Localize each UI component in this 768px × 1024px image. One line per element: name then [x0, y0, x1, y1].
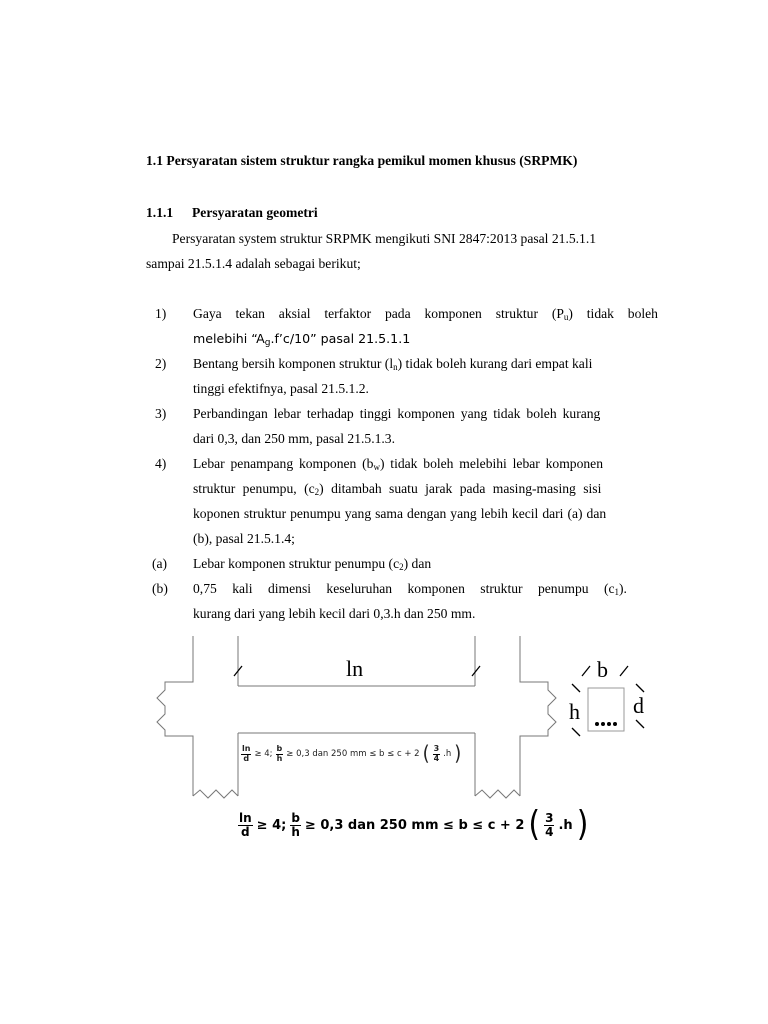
- word: terfaktor: [324, 306, 372, 321]
- item-a-number: (a): [152, 556, 168, 571]
- word: komponen: [424, 306, 482, 321]
- span-tick-right: [472, 666, 480, 676]
- word: pada: [384, 306, 411, 321]
- item-b-line-2: kurang dari yang lebih kecil dari 0,3.h dan 250 mm.: [193, 606, 476, 621]
- item-2-line-2: tinggi efektifnya, pasal 21.5.1.2.: [193, 381, 369, 396]
- b-over-h: $\frac{b}{h}$: [291, 810, 300, 839]
- rebar: [613, 722, 617, 726]
- rebar: [595, 722, 599, 726]
- b-tick-left: [582, 666, 590, 676]
- h-tick-bottom: [572, 728, 580, 736]
- item-3-number: 3): [155, 406, 167, 421]
- left-column-outline: [157, 636, 193, 796]
- item-4-line-4: (b), pasal 21.5.1.4;: [193, 531, 295, 546]
- beam-section: [588, 688, 624, 731]
- item-b-line-1: 0,75 kali dimensi keseluruhan komponen struktur penumpu $(c_1)$.: [193, 581, 627, 597]
- rebar-dots: [595, 722, 617, 726]
- subsection-title: Persyaratan geometri: [192, 205, 318, 220]
- item-b-number: (b): [152, 581, 168, 596]
- subsection-number: 1.1.1: [146, 205, 174, 220]
- ln-over-d: $\frac{\ln}{d}$: [242, 744, 251, 763]
- b-over-h: $\frac{b}{h}$: [276, 744, 283, 763]
- word: struktur: [495, 306, 538, 321]
- item-3-line-1: Perbandingan lebar terhadap tinggi komponen yang tidak boleh kurang: [193, 406, 601, 421]
- intro-line-2: sampai 21.5.1.4 adalah sebagai berikut;: [146, 256, 361, 271]
- mid-text: ≥ 0,3 dan 250 mm ≤ b ≤ c + 2: [304, 817, 525, 833]
- rebar: [601, 722, 605, 726]
- three-quarters: $\frac{3}{4}$: [545, 810, 554, 839]
- item-1-line-2: melebihi “$A_g.f’c/10$” pasal 21.5.1.1: [193, 331, 411, 348]
- diagram-formula: $\frac{\ln}{d}$ ≥ 4; $\frac{b}{h}$ ≥ 0,3 dan 250 mm ≤ b ≤ c + 2 ( $\frac{3}{4}$ .h ): [242, 741, 462, 766]
- item-4-line-3: koponen struktur penumpu yang sama dengan yang lebih kecil dari (a) dan: [193, 506, 607, 521]
- mid-text: ≥ 0,3 dan 250 mm ≤ b ≤ c + 2: [286, 749, 420, 759]
- intro-line-1-text: Persyaratan system struktur SRPMK mengikuti SNI 2847:2013 pasal 21.5.1.1: [172, 231, 597, 246]
- left-column-break: [193, 790, 238, 798]
- item-1-number: 1): [155, 306, 167, 321]
- item-4-number: 4): [155, 456, 167, 471]
- right-column-break: [475, 790, 520, 798]
- span-label: ln: [346, 656, 364, 681]
- ge4-text: ≥ 4;: [254, 749, 273, 759]
- word: aksial: [278, 306, 311, 321]
- h-label: h: [569, 699, 580, 724]
- ln-over-d: $\frac{\ln}{d}$: [239, 810, 252, 839]
- d-tick-top: [636, 684, 644, 692]
- ge4-text: ≥ 4;: [256, 817, 287, 833]
- b-tick-right: [620, 666, 628, 676]
- section-title: 1.1 Persyaratan sistem struktur rangka pemikul momen khusus (SRPMK): [146, 153, 578, 168]
- item-a-line-1: Lebar komponen struktur penumpu $(c_2)$ dan: [193, 556, 432, 572]
- b-label: b: [597, 657, 608, 682]
- rebar: [607, 722, 611, 726]
- word: boleh: [627, 306, 658, 321]
- item-2-line-1-text: Bentang bersih komponen struktur $(l_n)$ tidak boleh kurang dari empat kali: [193, 356, 593, 372]
- item-4-line-1: Lebar penampang komponen $(b_w)$ tidak boleh melebihi lebar komponen: [193, 456, 603, 472]
- word: tidak: [586, 306, 614, 321]
- item-4-line-2: struktur penumpu, $(c_2)$ ditambah suatu jarak pada masing-masing sisi: [193, 481, 602, 497]
- main-formula: $\frac{\ln}{d}$ ≥ 4; $\frac{b}{h}$ ≥ 0,3 dan 250 mm ≤ b ≤ c + 2 ( $\frac{3}{4}$ .h ): [239, 804, 589, 845]
- right-column-outline: [520, 636, 556, 796]
- d-tick-bottom: [636, 720, 644, 728]
- h-tick-top: [572, 684, 580, 692]
- d-label: d: [633, 693, 644, 718]
- word: Gaya: [193, 306, 222, 321]
- three-quarters: $\frac{3}{4}$: [433, 744, 440, 763]
- word: tekan: [235, 306, 265, 321]
- item-3-line-2: dari 0,3, dan 250 mm, pasal 21.5.1.3.: [193, 431, 395, 446]
- item-2-number: 2): [155, 356, 167, 371]
- pu-symbol: $(P_u)$: [551, 306, 573, 322]
